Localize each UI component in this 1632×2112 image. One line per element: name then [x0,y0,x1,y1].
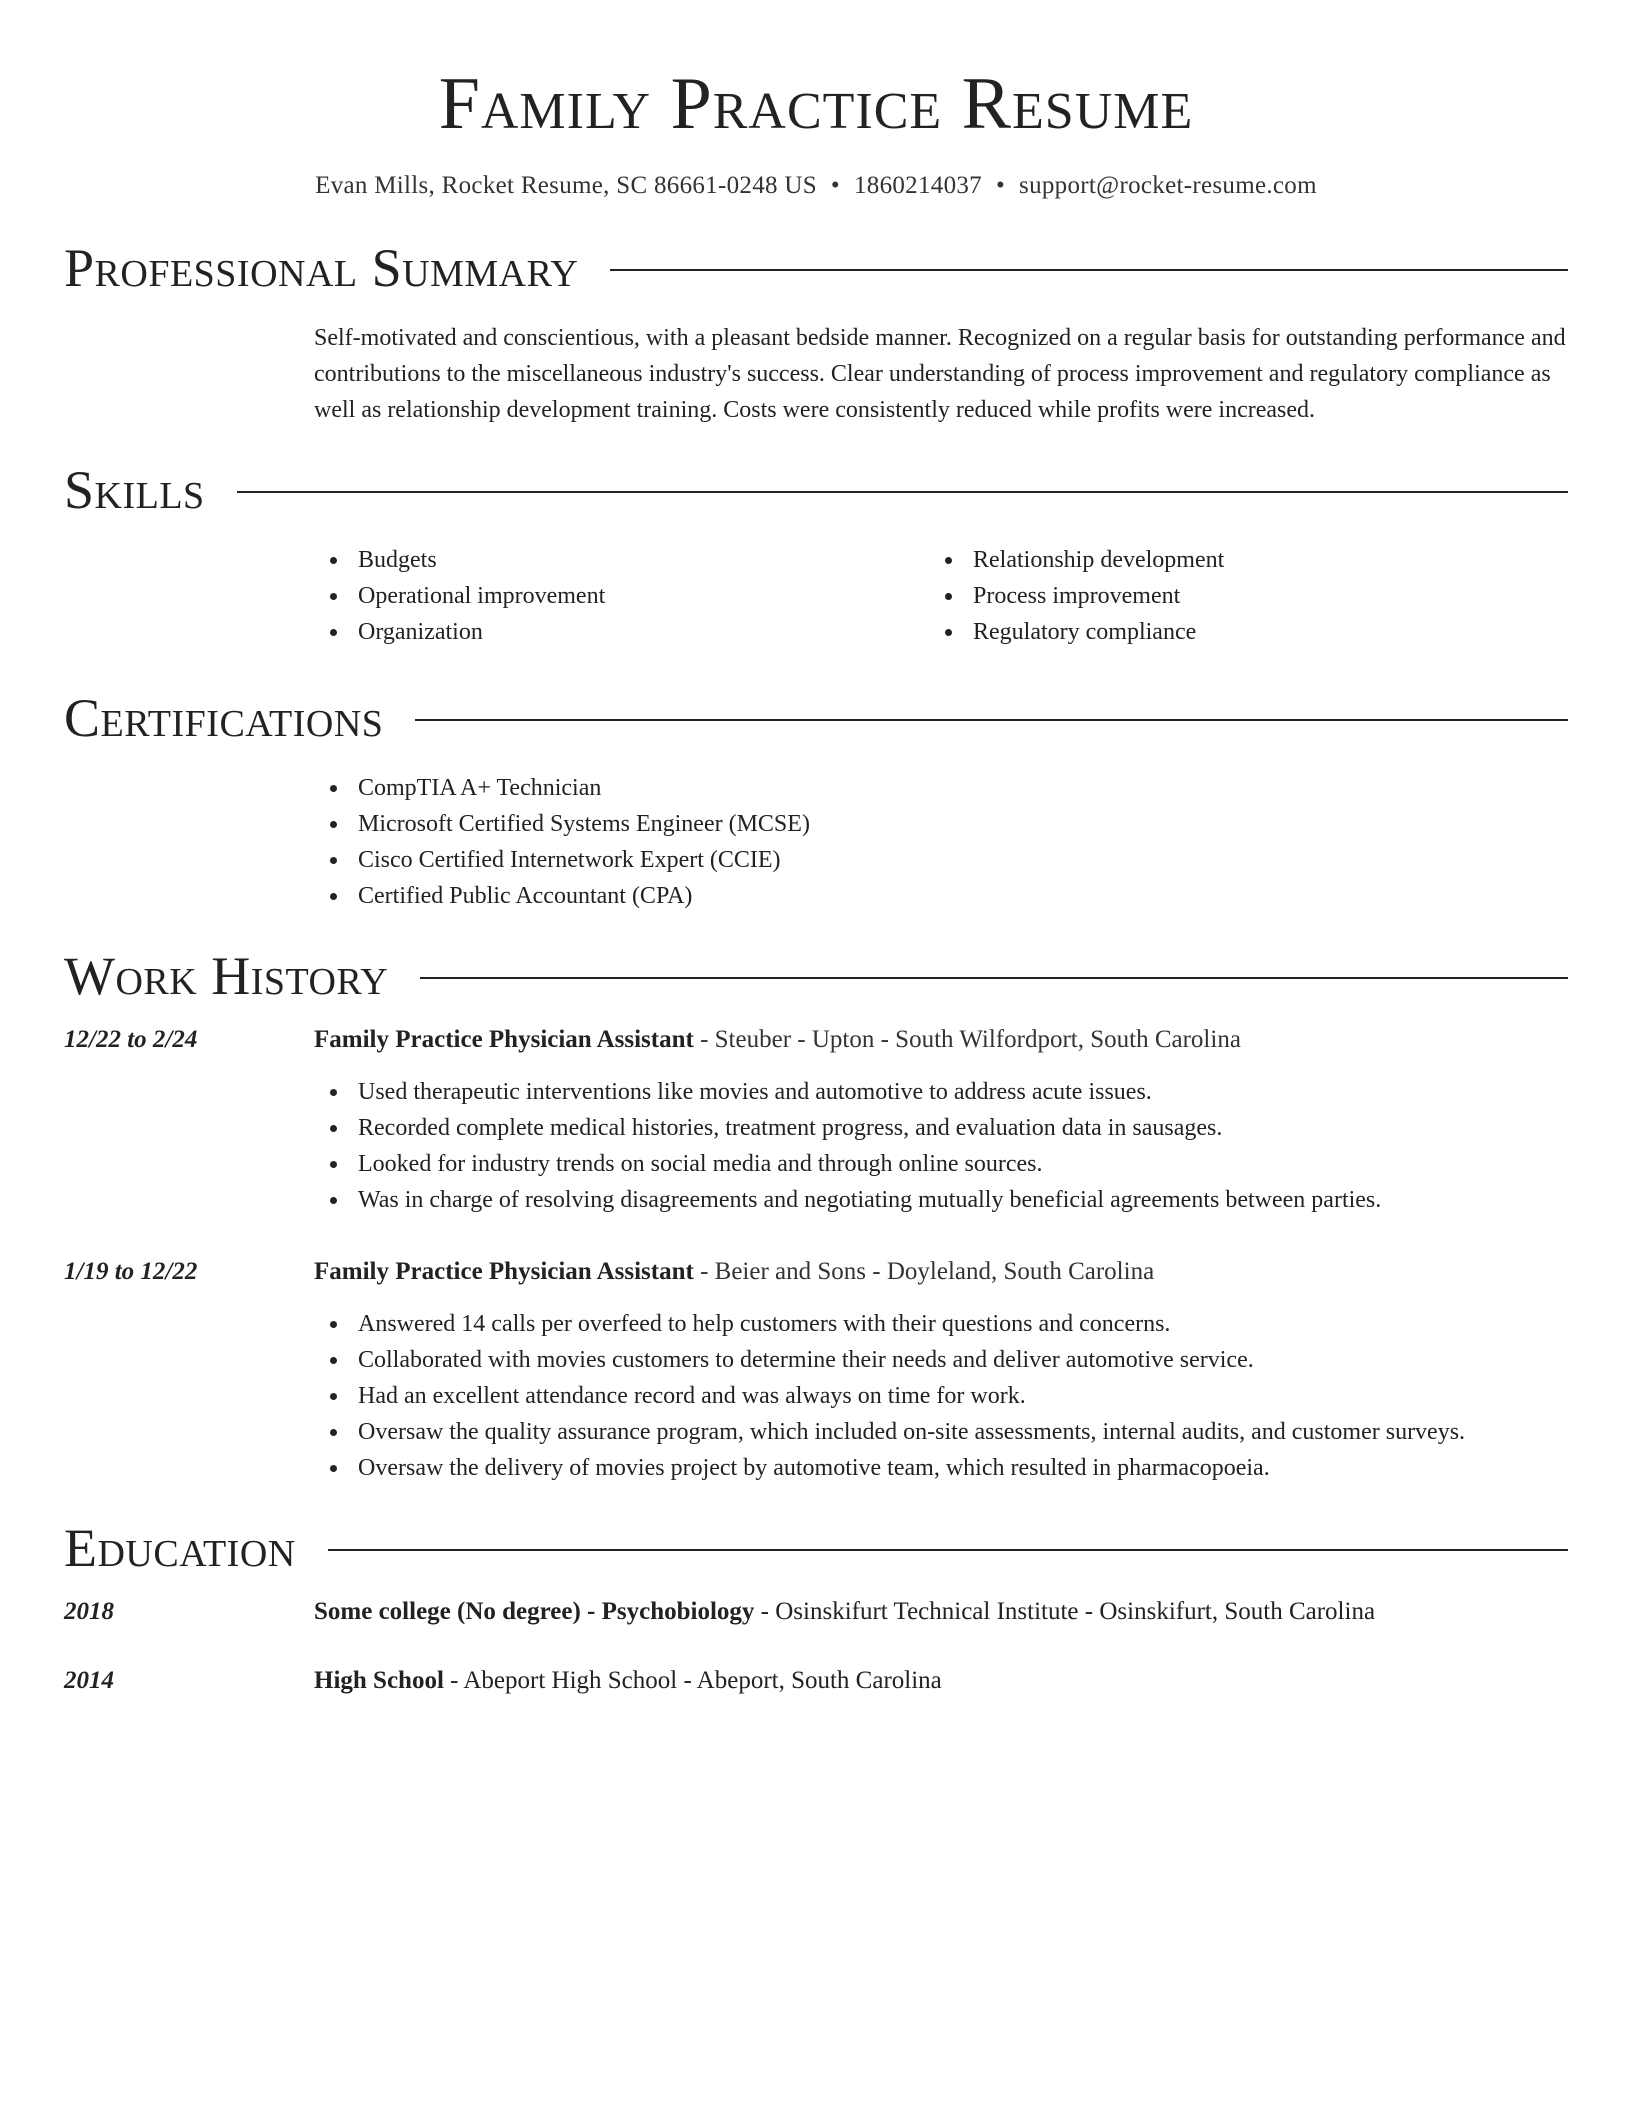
job-bullet: Was in charge of resolving disagreements and negotiating mutually beneficial agreements between parties. [314,1182,1568,1218]
skill-item: Budgets [314,542,929,578]
job-entry [64,1254,1568,1486]
section-divider [420,977,1568,979]
job-bullet: Collaborated with movies customers to determine their needs and deliver automotive service. [314,1342,1568,1378]
education-entry [64,1663,1568,1699]
job-content [314,1254,1568,1486]
certifications-list [314,770,1568,914]
job-title: Family Practice Physician Assistant [314,1258,694,1285]
education-degree: High School [314,1667,444,1694]
skill-item: Organization [314,614,929,650]
certification-item: Certified Public Accountant (CPA) [314,878,1568,914]
section-divider [328,1549,1568,1551]
section-divider [237,491,1568,493]
summary-section [64,236,1568,428]
job-bullets [314,1074,1568,1218]
job-bullet: Looked for industry trends on social media and through online sources. [314,1146,1568,1182]
section-heading-skills: Skills [64,460,205,520]
skill-item: Regulatory compliance [929,614,1544,650]
contact-separator: • [995,172,1006,199]
job-date: 12/22 to 2/24 [64,1026,198,1053]
job-bullet: Had an excellent attendance record and was always on time for work. [314,1378,1568,1414]
job-employer: - Steuber - Upton - South Wilfordport, South Carolina [693,1026,1241,1053]
education-section [64,1516,1568,1699]
contact-address: Evan Mills, Rocket Resume, SC 86661-0248 US [315,172,817,199]
job-entry [64,1022,1568,1218]
education-entry [64,1594,1568,1630]
job-bullet: Oversaw the quality assurance program, which included on-site assessments, internal audits, and customer surveys. [314,1414,1568,1450]
section-heading-summary: Professional Summary [64,238,579,298]
job-title: Family Practice Physician Assistant [314,1026,694,1053]
contact-separator: • [830,172,840,199]
job-employer: - Beier and Sons - Doyleland, South Carolina [693,1258,1155,1285]
education-school: - Abeport High School - Abeport, South Carolina [443,1667,942,1694]
summary-text: Self-motivated and conscientious, with a pleasant bedside manner. Recognized on a regular basis for outstanding performance and contributions to the miscellaneous industry's success. Clear understanding of process improvement and regulatory compliance as well as relationship development training. Costs were consistently reduced while profits were increased. [314,325,1566,423]
section-heading-certifications: Certifications [64,688,384,748]
section-header [64,1516,1568,1580]
skills-columns [314,542,1568,650]
job-bullets [314,1306,1568,1486]
education-date: 2018 [64,1598,114,1625]
section-header [64,236,1568,300]
skills-list-left [314,542,929,650]
education-date: 2014 [64,1667,114,1694]
section-header [64,944,1568,1008]
contact-phone: 1860214037 [853,172,982,199]
education-headline [314,1594,1375,1630]
section-heading-education: Education [64,1518,296,1578]
section-divider [610,269,1568,271]
contact-line [64,170,1568,202]
work-history-section [64,944,1568,1486]
skill-item: Relationship development [929,542,1544,578]
section-heading-work-history: Work History [64,946,389,1006]
contact-email: support@rocket-resume.com [1019,172,1317,199]
education-headline [314,1663,942,1699]
job-content [314,1022,1568,1218]
section-divider [415,719,1568,721]
education-degree: Some college (No degree) - Psychobiology [314,1598,755,1625]
section-header [64,458,1568,522]
certification-item: CompTIA A+ Technician [314,770,1568,806]
certification-item: Cisco Certified Internetwork Expert (CCIE) [314,842,1568,878]
section-header [64,686,1568,750]
skill-item: Process improvement [929,578,1544,614]
job-headline [314,1254,1568,1290]
job-bullet: Oversaw the delivery of movies project by automotive team, which resulted in pharmacopoeia. [314,1450,1568,1486]
resume-title: Family Practice Resume [438,63,1194,145]
skill-item: Operational improvement [314,578,929,614]
skills-section [64,458,1568,650]
job-headline [314,1022,1568,1058]
education-school: - Osinskifurt Technical Institute - Osinskifurt, South Carolina [754,1598,1376,1625]
job-bullet: Answered 14 calls per overfeed to help customers with their questions and concerns. [314,1306,1568,1342]
certification-item: Microsoft Certified Systems Engineer (MCSE) [314,806,1568,842]
skills-list-right [929,542,1544,650]
job-bullet: Recorded complete medical histories, treatment progress, and evaluation data in sausages. [314,1110,1568,1146]
certifications-section [64,686,1568,914]
job-date: 1/19 to 12/22 [64,1258,198,1285]
job-bullet: Used therapeutic interventions like movies and automotive to address acute issues. [314,1074,1568,1110]
